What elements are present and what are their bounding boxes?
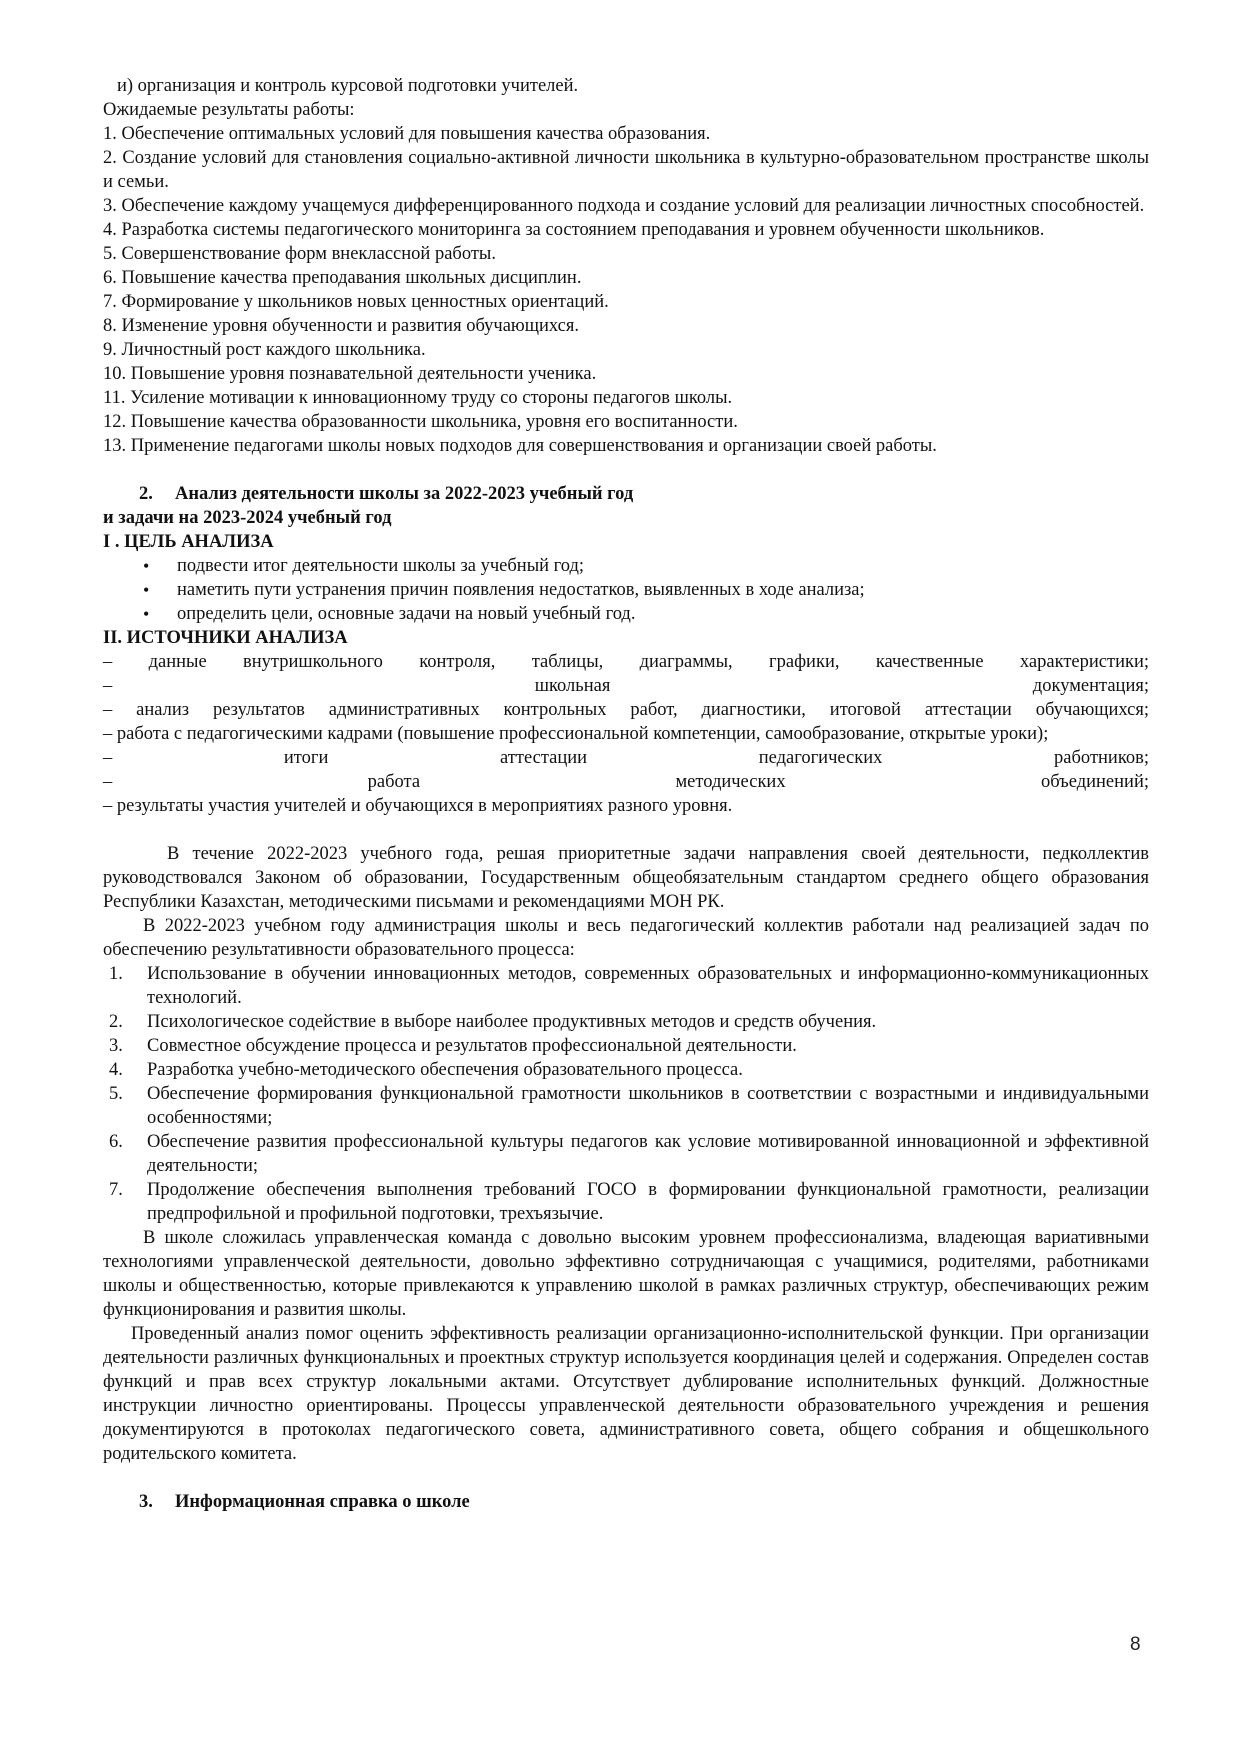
task-item — [103, 962, 1149, 1010]
list-item: 3. Обеспечение каждому учащемуся дифференцированного подхода и создание условий для реализации личностных способностей. — [103, 196, 1145, 216]
list-item: 13. Применение педагогами школы новых подходов для совершенствования и организации своей работы. — [103, 436, 937, 456]
page-content — [103, 74, 1149, 1514]
list-item: 12. Повышение качества образованности школьника, уровня его воспитанности. — [103, 412, 738, 432]
task-text: Использование в обучении инновационных методов, современных образовательных и информационно-коммуникационных технологий. — [147, 964, 1149, 1008]
list-item: 10. Повышение уровня познавательной деятельности ученика. — [103, 364, 597, 384]
source-item: – школьная документация; — [103, 676, 1149, 696]
sources-heading: II. ИСТОЧНИКИ АНАЛИЗА — [103, 628, 348, 648]
paragraph-analysis-result: Проведенный анализ помог оценить эффективность реализации организационно-исполнительской функции. При организации деятельности различных функциональных и проектных структур используется координация целей и содержания. Определен состав функций и прав всех структур локальными актами. Отсутствует дублирование исполнительных функций. Должностные инструкции личностно ориентированы. Процессы управленческой деятельности образовательного учреждения и решения документируются в протоколах педагогического совета, административного совета, общего собрания и общешкольного родительского комитета. — [103, 1324, 1149, 1464]
goal-heading: I . ЦЕЛЬ АНАЛИЗА — [103, 532, 274, 552]
task-number: 5. — [109, 1084, 123, 1104]
task-number: 6. — [109, 1132, 123, 1152]
task-item — [103, 1130, 1149, 1178]
list-item: 7. Формирование у школьников новых ценностных ориентаций. — [103, 292, 609, 312]
intro-line: и) организация и контроль курсовой подготовки учителей. — [117, 76, 579, 96]
task-number: 3. — [109, 1036, 123, 1056]
list-item: 1. Обеспечение оптимальных условий для повышения качества образования. — [103, 124, 711, 144]
task-number: 7. — [109, 1180, 123, 1200]
task-number: 2. — [109, 1012, 123, 1032]
page-number: 8 — [1130, 1634, 1141, 1655]
expected-results-list — [103, 122, 1149, 458]
section-2-number: 2. — [139, 484, 153, 504]
source-item: – работа с педагогическими кадрами (повышение профессиональной компетенции, самообразование, открытые уроки); — [103, 724, 1049, 744]
task-text: Обеспечение формирования функциональной грамотности школьников в соответствии с возрастными и индивидуальными особенностями; — [147, 1084, 1149, 1128]
bullet-item: • определить цели, основные задачи на новый учебный год. — [103, 602, 1149, 626]
list-item: 2. Создание условий для становления социально-активной личности школьника в культурно-образовательном пространстве школы и семьи. — [103, 148, 1149, 192]
paragraph-management-team: В школе сложилась управленческая команда с довольно высоким уровнем профессионализма, владеющая вариативными технологиями управленческой деятельности, довольно эффективно сотрудничающая с учащимися, родителями, работниками школы и общественностью, которые привлекаются к управлению школой в рамках различных структур, обеспечивающих режим функционирования и развития школы. — [103, 1228, 1149, 1320]
sources-list — [103, 650, 1149, 818]
task-item — [103, 1058, 1149, 1082]
source-item: – анализ результатов административных контрольных работ, диагностики, итоговой аттестации обучающихся; — [103, 700, 1149, 720]
task-item — [103, 1178, 1149, 1226]
task-number: 4. — [109, 1060, 123, 1080]
section-3-number: 3. — [139, 1492, 153, 1512]
goal-bullet-list — [103, 554, 1149, 626]
bullet-item: • подвести итог деятельности школы за учебный год; — [103, 554, 1149, 578]
task-text: Разработка учебно-методического обеспечения образовательного процесса. — [147, 1060, 743, 1080]
list-item: 6. Повышение качества преподавания школьных дисциплин. — [103, 268, 582, 288]
source-item: – данные внутришкольного контроля, таблицы, диаграммы, графики, качественные характеристики; — [103, 652, 1149, 672]
task-item — [103, 1010, 1149, 1034]
list-item: 9. Личностный рост каждого школьника. — [103, 340, 426, 360]
task-text: Психологическое содействие в выборе наиболее продуктивных методов и средств обучения. — [147, 1012, 877, 1032]
task-text: Продолжение обеспечения выполнения требований ГОСО в формировании функциональной грамотности, реализации предпрофильной и профильной подготовки, трехъязычие. — [147, 1180, 1149, 1224]
list-item: 11. Усиление мотивации к инновационному труду со стороны педагогов школы. — [103, 388, 733, 408]
task-text: Совместное обсуждение процесса и результатов профессиональной деятельности. — [147, 1036, 797, 1056]
task-number: 1. — [109, 964, 123, 984]
list-item: 5. Совершенствование форм внеклассной работы. — [103, 244, 496, 264]
section-2-title — [103, 482, 1149, 506]
bullet-item: • наметить пути устранения причин появления недостатков, выявленных в ходе анализа; — [103, 578, 1149, 602]
expected-results-heading: Ожидаемые результаты работы: — [103, 100, 355, 120]
section-2-title-line2: и задачи на 2023-2024 учебный год — [103, 508, 392, 528]
list-item: 4. Разработка системы педагогического мониторинга за состоянием преподавания и уровнем обученности школьников. — [103, 220, 1045, 240]
task-text: Обеспечение развития профессиональной культуры педагогов как условие мотивированной инновационной и эффективной деятельности; — [147, 1132, 1149, 1176]
list-item: 8. Изменение уровня обученности и развития обучающихся. — [103, 316, 579, 336]
paragraph-tasks-intro: В 2022-2023 учебном году администрация школы и весь педагогический коллектив работали над реализацией задач по обеспечению результативности образовательного процесса: — [103, 916, 1149, 960]
paragraph-legal-basis: В течение 2022-2023 учебного года, решая приоритетные задачи направления своей деятельности, педколлектив руководствовался Законом об образовании, Государственным общеобязательным стандартом среднего общего образования Республики Казахстан, методическими письмами и рекомендациями МОН РК. — [103, 844, 1149, 912]
source-item: – работа методических объединений; — [103, 772, 1149, 792]
tasks-list — [103, 962, 1149, 1226]
task-item — [103, 1034, 1149, 1058]
section-3-title — [103, 1490, 1149, 1514]
task-item — [103, 1082, 1149, 1130]
section-3-title-text: Информационная справка о школе — [175, 1492, 470, 1512]
section-2-title-line1: Анализ деятельности школы за 2022-2023 учебный год — [175, 484, 634, 504]
source-item: – результаты участия учителей и обучающихся в мероприятиях разного уровня. — [103, 796, 733, 816]
source-item: – итоги аттестации педагогических работников; — [103, 748, 1149, 768]
